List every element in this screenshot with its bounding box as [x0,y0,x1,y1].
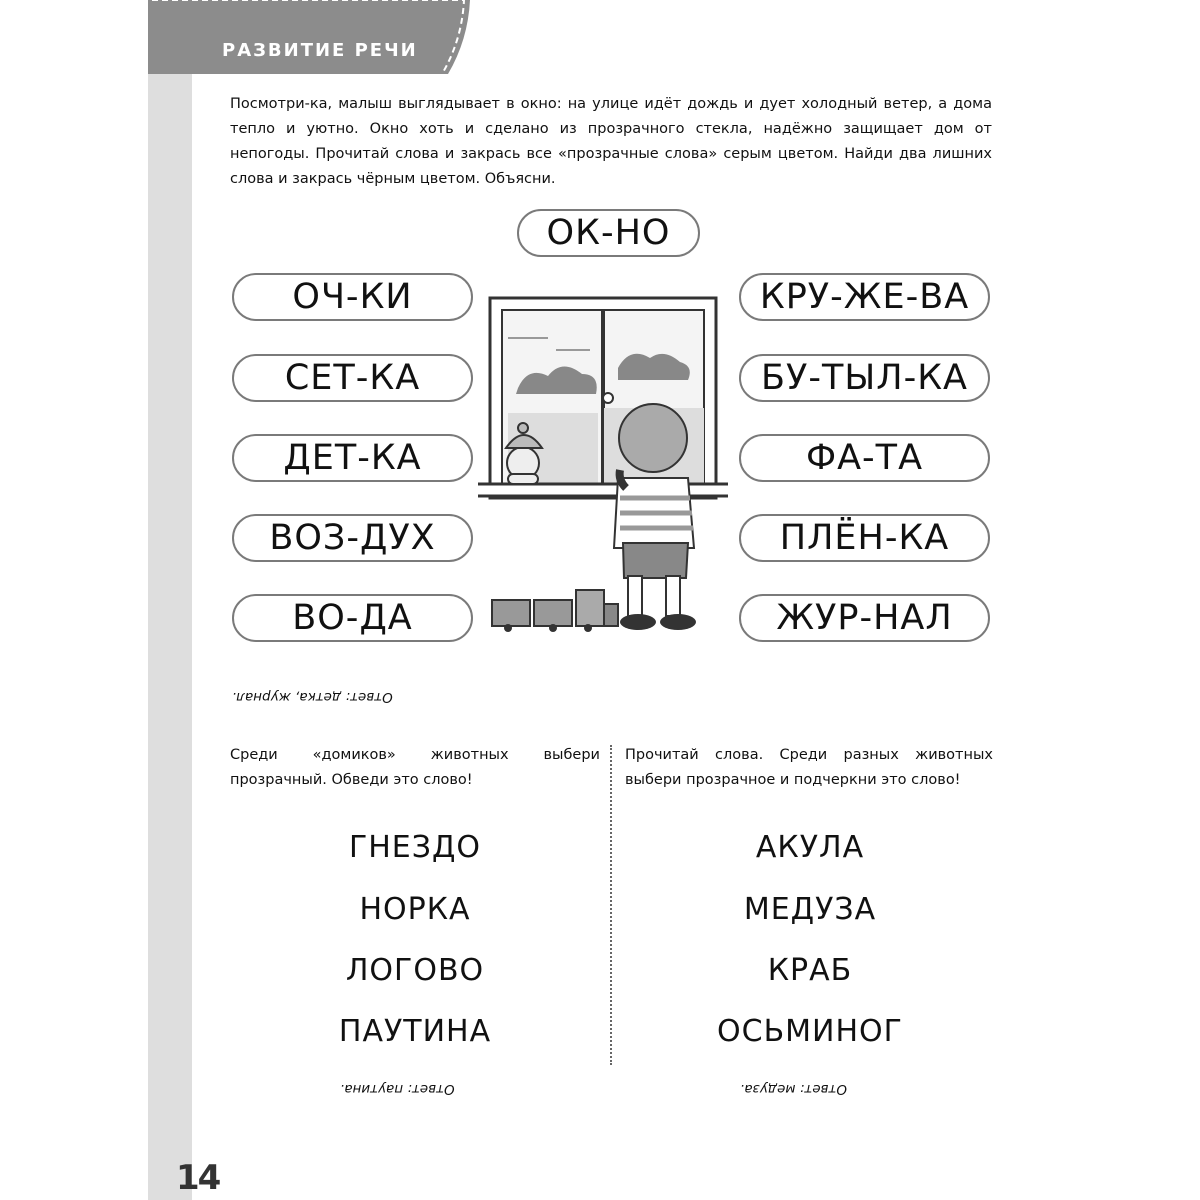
word-box: КРУ-ЖЕ-ВА [739,273,990,321]
toy-train-illustration [492,590,618,632]
divider [610,745,612,1065]
word-box: БУ-ТЫЛ-КА [739,354,990,402]
task-right-text: Прочитай слова. Среди разных животных выбери прозрачное и подчеркни это слово! [625,747,993,788]
task-left-text: Среди «домиков» животных выбери прозрачный. Обведи это слово! [230,747,600,788]
list-word: АКУЛА [755,830,865,865]
intro-text: Посмотри-ка, малыш выглядывает в окно: на улице идёт дождь и дует холодный ветер, а дома тепло и уютно. Окно хоть и сделано из прозрачного стекла, надёжно защищает дом от непогоды. Прочитай слова и закрась все «прозрачные слова» серым цветом. Найди два лишних слова и закрась чёрным цветом. Объясни. [230,96,992,187]
page-number: 14 [176,1158,220,1198]
list-word: ЛОГОВО [345,953,485,988]
list-word: ГНЕЗДО [348,830,482,865]
word-box: ФА-ТА [739,434,990,482]
list-word: МЕДУЗА [743,892,877,927]
word-box: ОЧ-КИ [232,273,473,321]
list-word: КРАБ [767,953,853,988]
word-box-top: ОК-НО [517,209,700,257]
word-box: ВО-ДА [232,594,473,642]
side-strip [148,0,192,1200]
word-box: СЕТ-КА [232,354,473,402]
header-tab [148,0,470,74]
window-boy-illustration [478,288,728,648]
section-title: РАЗВИТИЕ РЕЧИ [222,40,418,61]
word-box: ЖУР-НАЛ [739,594,990,642]
list-word: ПАУТИНА [338,1014,492,1049]
list-word: ОСЬМИНОГ [717,1014,903,1049]
answer-right: Ответ: медуза. [740,1081,848,1097]
answer-1: Ответ: детка, журнал. [232,689,393,705]
word-box: ВОЗ-ДУХ [232,514,473,562]
word-box: ПЛЁН-КА [739,514,990,562]
boy-illustration [614,404,696,630]
word-box: ДЕТ-КА [232,434,473,482]
answer-left: Ответ: паутина. [340,1081,455,1097]
list-word: НОРКА [359,892,471,927]
